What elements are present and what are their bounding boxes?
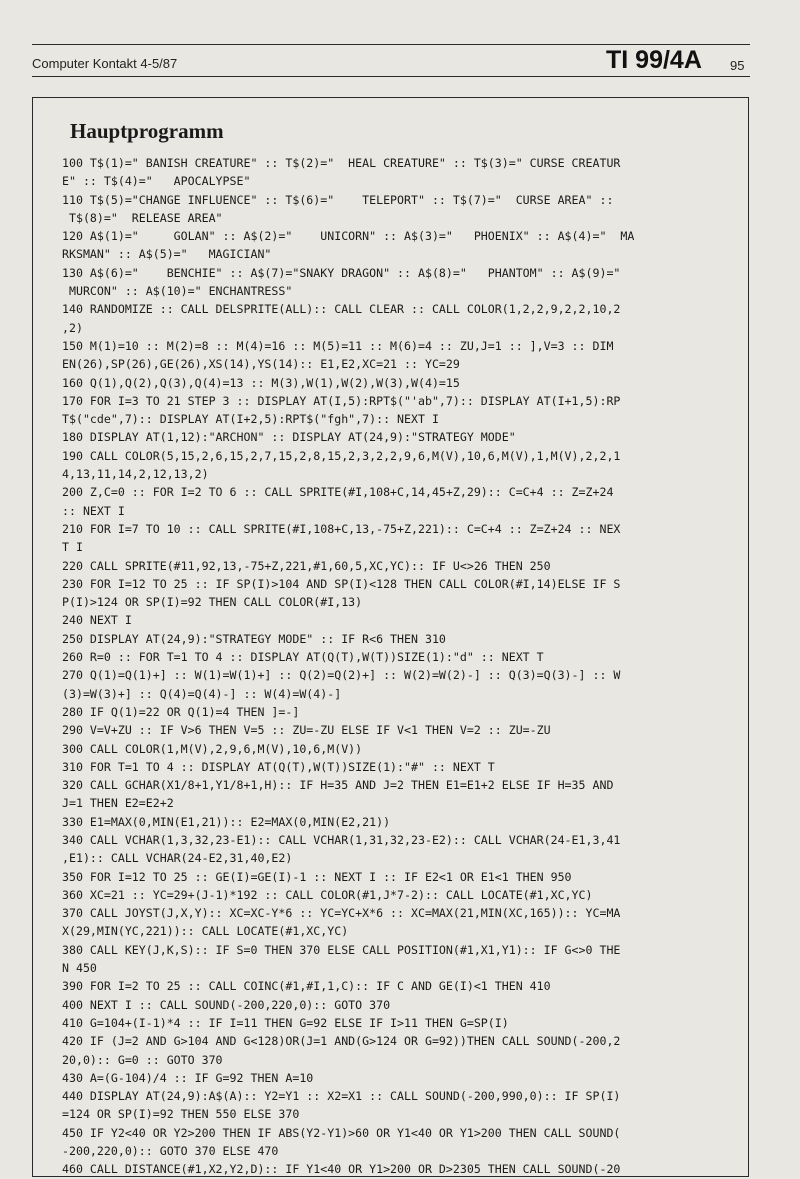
system-title: TI 99/4A bbox=[606, 46, 702, 74]
listing-line: 140 RANDOMIZE :: CALL DELSPRITE(ALL):: CALL CLEAR :: CALL COLOR(1,2,2,9,2,2,10,2 bbox=[62, 302, 621, 317]
listing-line: ,2) bbox=[62, 320, 83, 335]
listing-line: 210 FOR I=7 TO 10 :: CALL SPRITE(#I,108+C,13,-75+Z,221):: C=C+4 :: Z=Z+24 :: NEX bbox=[62, 521, 621, 536]
listing-line: 280 IF Q(1)=22 OR Q(1)=4 THEN ]=-] bbox=[62, 704, 300, 719]
listing-line: N 450 bbox=[62, 961, 97, 976]
listing-line: 20,0):: G=0 :: GOTO 370 bbox=[62, 1052, 223, 1067]
listing-line: :: NEXT I bbox=[62, 503, 125, 518]
listing-line: EN(26),SP(26),GE(26),XS(14),YS(14):: E1,E2,XC=21 :: YC=29 bbox=[62, 357, 460, 372]
listing-line: P(I)>124 OR SP(I)=92 THEN CALL COLOR(#I,13) bbox=[62, 595, 363, 610]
listing-line: RKSMAN" :: A$(5)=" MAGICIAN" bbox=[62, 247, 272, 262]
listing-line: 460 CALL DISTANCE(#1,X2,Y2,D):: IF Y1<40 OR Y1>200 OR D>2305 THEN CALL SOUND(-20 bbox=[62, 1162, 621, 1177]
listing-line: 430 A=(G-104)/4 :: IF G=92 THEN A=10 bbox=[62, 1070, 314, 1085]
section-title: Hauptprogramm bbox=[70, 119, 224, 143]
listing-line: 400 NEXT I :: CALL SOUND(-200,220,0):: GOTO 370 bbox=[62, 997, 391, 1012]
listing-line: 360 XC=21 :: YC=29+(J-1)*192 :: CALL COLOR(#1,J*7-2):: CALL LOCATE(#1,XC,YC) bbox=[62, 887, 593, 902]
listing-line: T$(8)=" RELEASE AREA" bbox=[62, 210, 223, 225]
listing-line: 370 CALL JOYST(J,X,Y):: XC=XC-Y*6 :: YC=YC+X*6 :: XC=MAX(21,MIN(XC,165)):: YC=MA bbox=[62, 906, 621, 921]
listing-line: (3)=W(3)+] :: Q(4)=Q(4)-] :: W(4)=W(4)-] bbox=[62, 686, 342, 701]
listing-line: 180 DISPLAY AT(1,12):"ARCHON" :: DISPLAY AT(24,9):"STRATEGY MODE" bbox=[62, 430, 516, 445]
listing-line: 100 T$(1)=" BANISH CREATURE" :: T$(2)=" HEAL CREATURE" :: T$(3)=" CURSE CREATUR bbox=[62, 156, 621, 170]
listing-line: ,E1):: CALL VCHAR(24-E2,31,40,E2) bbox=[62, 851, 293, 866]
listing-line: =124 OR SP(I)=92 THEN 550 ELSE 370 bbox=[62, 1107, 300, 1122]
listing-line: 170 FOR I=3 TO 21 STEP 3 :: DISPLAY AT(I,5):RPT$("'ab",7):: DISPLAY AT(I+1,5):RP bbox=[62, 393, 621, 408]
listing-line: 340 CALL VCHAR(1,3,32,23-E1):: CALL VCHAR(1,31,32,23-E2):: CALL VCHAR(24-E1,3,41 bbox=[62, 832, 621, 847]
listing-line: 450 IF Y2<40 OR Y2>200 THEN IF ABS(Y2-Y1)>60 OR Y1<40 OR Y1>200 THEN CALL SOUND( bbox=[62, 1125, 621, 1140]
listing-line: 420 IF (J=2 AND G>104 AND G<128)OR(J=1 AND(G>124 OR G=92))THEN CALL SOUND(-200,2 bbox=[62, 1034, 621, 1049]
listing-line: T$("cde",7):: DISPLAY AT(I+2,5):RPT$("fgh",7):: NEXT I bbox=[62, 412, 439, 427]
listing-line: 160 Q(1),Q(2),Q(3),Q(4)=13 :: M(3),W(1),W(2),W(3),W(4)=15 bbox=[62, 375, 460, 390]
listing-line: -200,220,0):: GOTO 370 ELSE 470 bbox=[62, 1144, 279, 1159]
publication-label: Computer Kontakt 4-5/87 bbox=[32, 56, 178, 71]
listing-line: MURCON" :: A$(10)=" ENCHANTRESS" bbox=[62, 284, 293, 299]
listing-line: 260 R=0 :: FOR T=1 TO 4 :: DISPLAY AT(Q(T),W(T))SIZE(1):"d" :: NEXT T bbox=[62, 650, 544, 665]
listing-line: 380 CALL KEY(J,K,S):: IF S=0 THEN 370 ELSE CALL POSITION(#1,X1,Y1):: IF G<>0 THE bbox=[62, 942, 621, 957]
listing-line: 240 NEXT I bbox=[62, 613, 132, 628]
listing-line: 310 FOR T=1 TO 4 :: DISPLAY AT(Q(T),W(T))SIZE(1):"#" :: NEXT T bbox=[62, 759, 495, 774]
listing-line: 250 DISPLAY AT(24,9):"STRATEGY MODE" :: IF R<6 THEN 310 bbox=[62, 631, 446, 646]
listing-line: 390 FOR I=2 TO 25 :: CALL COINC(#1,#I,1,C):: IF C AND GE(I)<1 THEN 410 bbox=[62, 979, 551, 994]
listing-line: 270 Q(1)=Q(1)+] :: W(1)=W(1)+] :: Q(2)=Q(2)+] :: W(2)=W(2)-] :: Q(3)=Q(3)-] :: W bbox=[62, 668, 621, 683]
listing-line: 330 E1=MAX(0,MIN(E1,21)):: E2=MAX(0,MIN(E2,21)) bbox=[62, 814, 391, 829]
listing-line: 110 T$(5)="CHANGE INFLUENCE" :: T$(6)=" TELEPORT" :: T$(7)=" CURSE AREA" :: bbox=[62, 192, 614, 207]
listing-line: 440 DISPLAY AT(24,9):A$(A):: Y2=Y1 :: X2=X1 :: CALL SOUND(-200,990,0):: IF SP(I) bbox=[62, 1089, 621, 1104]
listing-line: T I bbox=[62, 540, 83, 555]
listing-line: 4,13,11,14,2,12,13,2) bbox=[62, 467, 209, 482]
listing-line: 320 CALL GCHAR(X1/8+1,Y1/8+1,H):: IF H=35 AND J=2 THEN E1=E1+2 ELSE IF H=35 AND bbox=[62, 778, 614, 793]
listing-line: 130 A$(6)=" BENCHIE" :: A$(7)="SNAKY DRAGON" :: A$(8)=" PHANTOM" :: A$(9)=" bbox=[62, 265, 621, 280]
listing-line: X(29,MIN(YC,221)):: CALL LOCATE(#1,XC,YC) bbox=[62, 924, 349, 939]
listing-line: 220 CALL SPRITE(#11,92,13,-75+Z,221,#1,60,5,XC,YC):: IF U<>26 THEN 250 bbox=[62, 558, 551, 573]
listing-line: 230 FOR I=12 TO 25 :: IF SP(I)>104 AND SP(I)<128 THEN CALL COLOR(#I,14)ELSE IF S bbox=[62, 576, 621, 591]
header-rule-bottom bbox=[32, 76, 750, 77]
listing-line: 190 CALL COLOR(5,15,2,6,15,2,7,15,2,8,15,2,3,2,2,9,6,M(V),10,6,M(V),1,M(V),2,2,1 bbox=[62, 448, 621, 463]
listing-line: 300 CALL COLOR(1,M(V),2,9,6,M(V),10,6,M(V)) bbox=[62, 741, 363, 756]
listing-line: 200 Z,C=0 :: FOR I=2 TO 6 :: CALL SPRITE(#I,108+C,14,45+Z,29):: C=C+4 :: Z=Z+24 bbox=[62, 485, 614, 500]
listing-line: 120 A$(1)=" GOLAN" :: A$(2)=" UNICORN" :: A$(3)=" PHOENIX" :: A$(4)=" MA bbox=[62, 229, 635, 244]
listing-line: 410 G=104+(I-1)*4 :: IF I=11 THEN G=92 ELSE IF I>11 THEN G=SP(I) bbox=[62, 1015, 509, 1030]
header-rule-top bbox=[32, 44, 750, 45]
listing-line: 350 FOR I=12 TO 25 :: GE(I)=GE(I)-1 :: NEXT I :: IF E2<1 OR E1<1 THEN 950 bbox=[62, 869, 572, 884]
page-number: 95 bbox=[730, 58, 745, 73]
listing-line: 150 M(1)=10 :: M(2)=8 :: M(4)=16 :: M(5)=11 :: M(6)=4 :: ZU,J=1 :: ],V=3 :: DIM bbox=[62, 338, 614, 353]
listing-line: J=1 THEN E2=E2+2 bbox=[62, 796, 174, 811]
listing-line: 290 V=V+ZU :: IF V>6 THEN V=5 :: ZU=-ZU ELSE IF V<1 THEN V=2 :: ZU=-ZU bbox=[62, 723, 551, 738]
program-listing bbox=[62, 154, 738, 1179]
listing-line: E" :: T$(4)=" APOCALYPSE" bbox=[62, 174, 251, 189]
